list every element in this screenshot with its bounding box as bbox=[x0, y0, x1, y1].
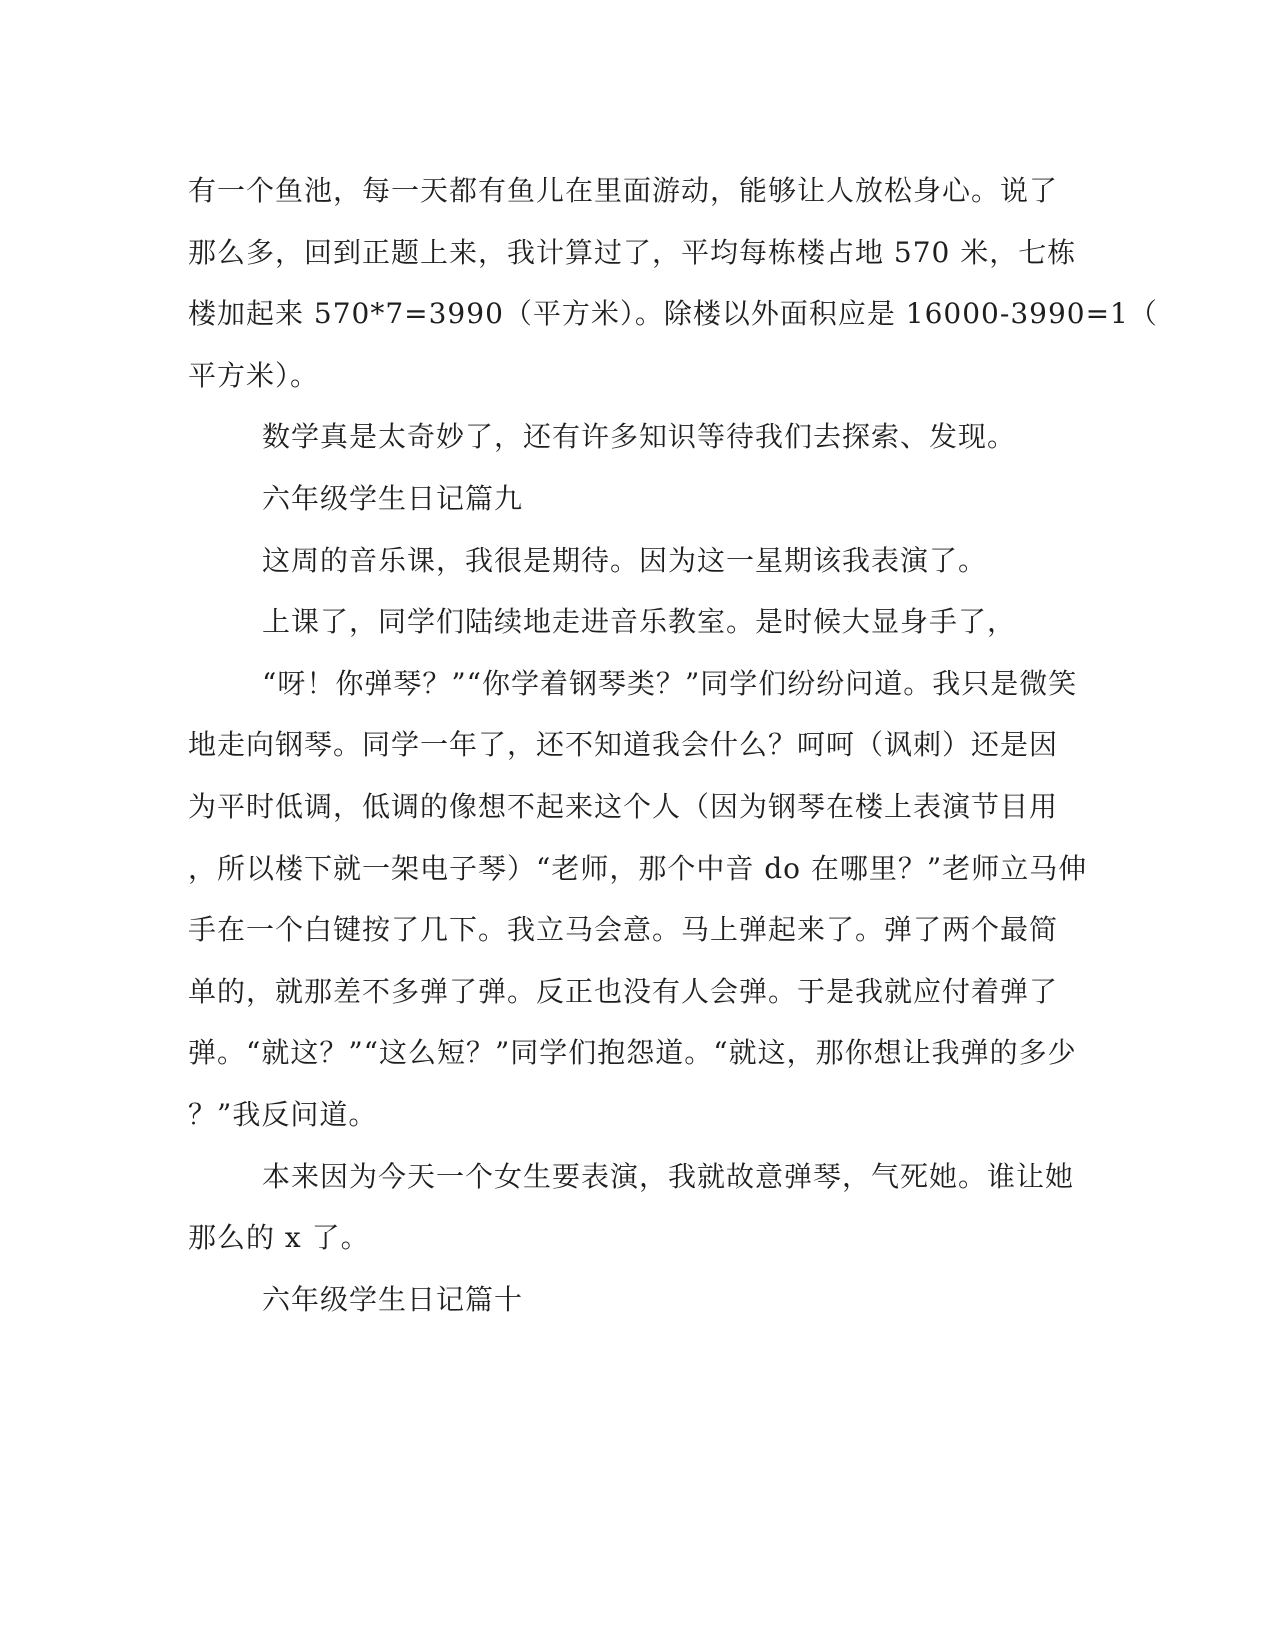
section-heading-diary-ten bbox=[188, 1269, 1068, 1331]
paragraph-girl-performance bbox=[188, 1146, 1075, 1269]
text-line: 本来因为今天一个女生要表演，我就故意弹琴，气死她。谁让她 bbox=[262, 1159, 1075, 1193]
text-line: 上课了，同学们陆续地走进音乐教室。是时候大显身手了， bbox=[262, 605, 1017, 639]
text-line: 手在一个白键按了几下。我立马会意。马上弹起来了。弹了两个最简 bbox=[188, 913, 1059, 947]
paragraph-math-wonder bbox=[188, 406, 1068, 468]
text-line: ？”我反问道。 bbox=[188, 1097, 378, 1131]
paragraph-piano-performance bbox=[188, 653, 1088, 1146]
text-line: 这周的音乐课，我很是期待。因为这一星期该我表演了。 bbox=[262, 543, 988, 577]
text-line: 单的，就那差不多弹了弹。反正也没有人会弹。于是我就应付着弹了 bbox=[188, 974, 1059, 1008]
paragraph-music-class bbox=[188, 530, 1068, 592]
text-line: 数学真是太奇妙了，还有许多知识等待我们去探索、发现。 bbox=[262, 420, 1017, 454]
text-line: “呀！你弹琴？”“你学着钢琴类？”同学们纷纷问道。我只是微笑 bbox=[262, 666, 1078, 700]
text-line: ，所以楼下就一架电子琴）“老师，那个中音 do 在哪里？”老师立马伸 bbox=[188, 851, 1088, 885]
paragraph-fish-pond bbox=[188, 160, 1158, 406]
heading-text: 六年级学生日记篇十 bbox=[262, 1282, 524, 1316]
document-body bbox=[188, 160, 1158, 1330]
heading-text: 六年级学生日记篇九 bbox=[262, 481, 524, 515]
text-line: 弹。“就这？”“这么短？”同学们抱怨道。“就这，那你想让我弹的多少 bbox=[188, 1036, 1077, 1070]
text-line: 为平时低调，低调的像想不起来这个人（因为钢琴在楼上表演节目用 bbox=[188, 789, 1059, 823]
paragraph-class-begins bbox=[188, 591, 1068, 653]
text-line: 那么的 x 了。 bbox=[188, 1221, 370, 1255]
text-line: 有一个鱼池，每一天都有鱼儿在里面游动，能够让人放松身心。说了 bbox=[188, 174, 1059, 207]
text-line: 楼加起来 570*7=3990（平方米）。除楼以外面积应是 16000-3990=1（ bbox=[188, 297, 1158, 331]
section-heading-diary-nine bbox=[188, 468, 1068, 530]
text-line: 那么多，回到正题上来，我计算过了，平均每栋楼占地 570 米，七栋 bbox=[188, 235, 1077, 269]
text-line: 地走向钢琴。同学一年了，还不知道我会什么？呵呵（讽刺）还是因 bbox=[188, 728, 1059, 762]
text-line: 平方米）。 bbox=[188, 358, 320, 392]
